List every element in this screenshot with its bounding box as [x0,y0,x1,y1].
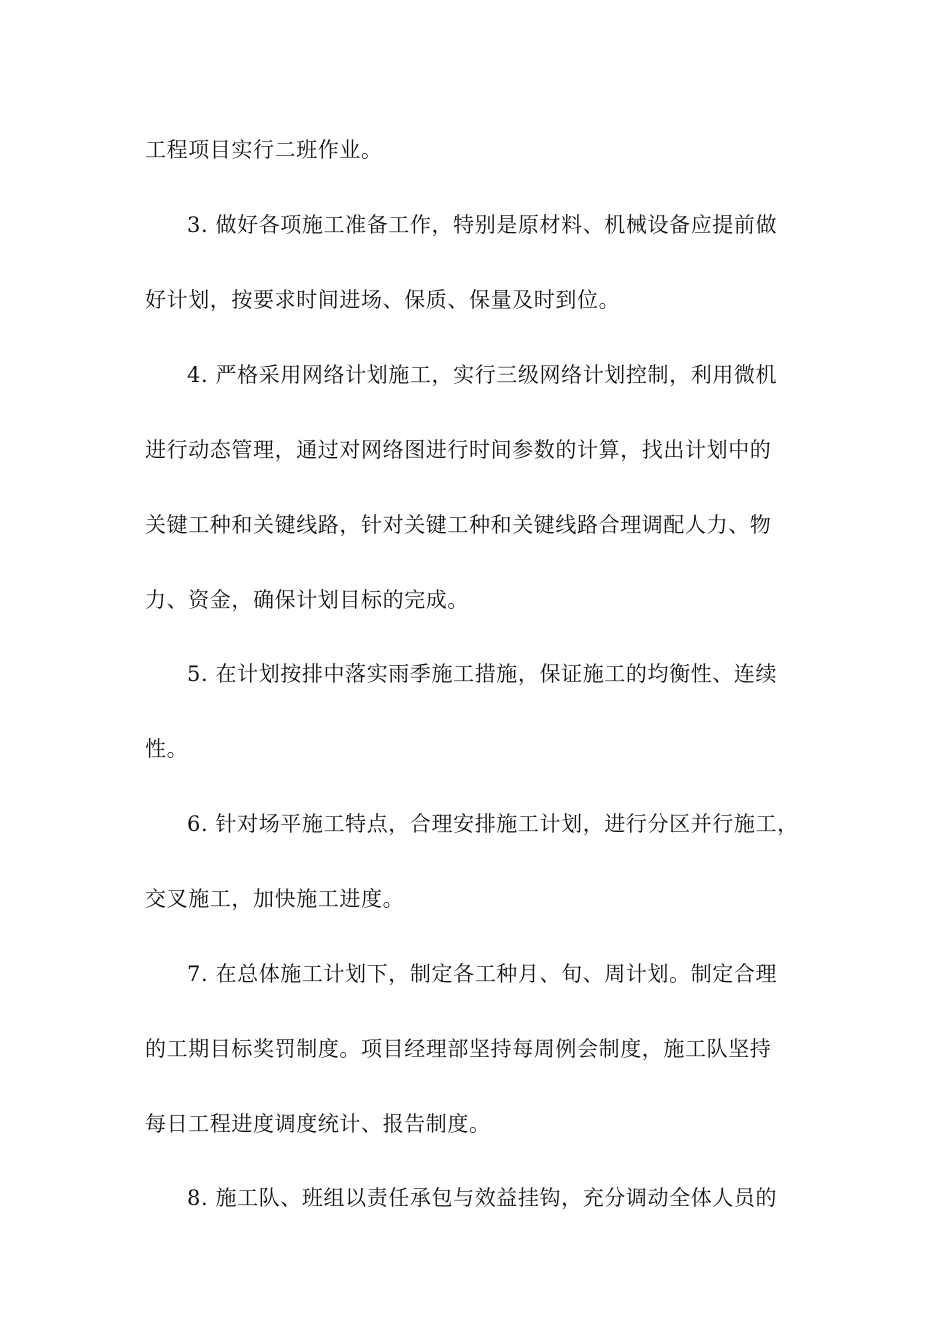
text-line: 8. 施工队、班组以责任承包与效益挂钩，充分调动全体人员的 [187,1186,778,1210]
text-line: 的工期目标奖罚制度。项目经理部坚持每周例会制度，施工队坚持 [145,1037,772,1061]
text-line: 力、资金，确保计划目标的完成。 [145,588,469,612]
text-line: 好计划，按要求时间进场、保质、保量及时到位。 [145,288,621,312]
text-line: 7. 在总体施工计划下，制定各工种月、旬、周计划。制定合理 [187,962,778,986]
text-line: 交叉施工，加快施工进度。 [145,887,405,911]
text-line: 4. 严格采用网络计划施工，实行三级网络计划控制，利用微机 [187,363,778,387]
text-line: 3. 做好各项施工准备工作，特别是原材料、机械设备应提前做 [187,213,778,237]
text-line: 5. 在计划按排中落实雨季施工措施，保证施工的均衡性、连续 [187,662,778,686]
text-line: 6. 针对场平施工特点，合理安排施工计划，进行分区并行施工， [187,812,799,836]
text-line: 性。 [145,737,189,761]
text-line: 进行动态管理，通过对网络图进行时间参数的计算，找出计划中的 [145,438,772,462]
text-line: 工程项目实行二班作业。 [145,138,383,162]
text-line: 每日工程进度调度统计、报告制度。 [145,1112,491,1136]
text-line: 关键工种和关键线路，针对关键工种和关键线路合理调配人力、物 [145,513,772,537]
